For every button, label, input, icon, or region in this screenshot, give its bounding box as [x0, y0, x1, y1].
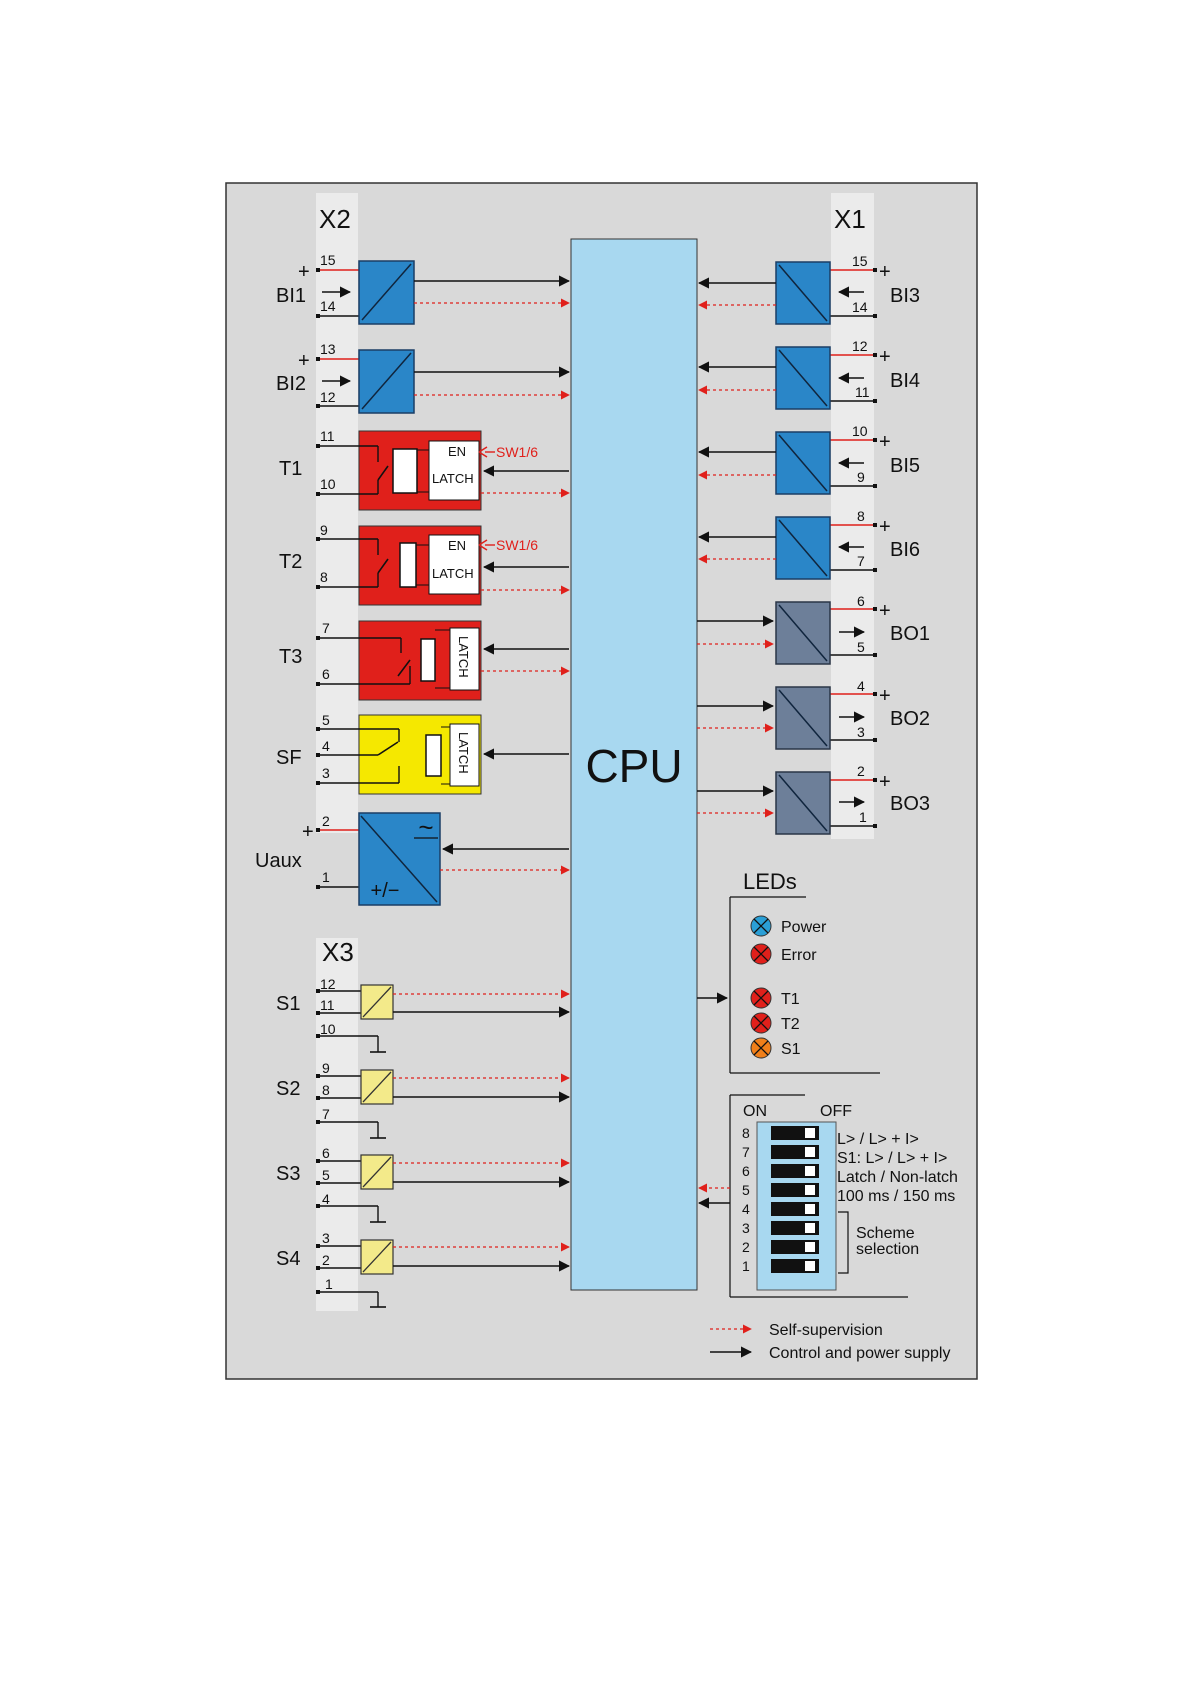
t3-latch-label: LATCH [456, 636, 471, 678]
sf-pin-5: 5 [322, 712, 330, 728]
t2-switch-ref: SW1/6 [496, 537, 539, 553]
switch-desc-5: 100 ms / 150 ms [837, 1188, 956, 1205]
t2-label: T2 [279, 551, 303, 573]
cpu-label: CPU [585, 740, 683, 792]
led-error-label: Error [781, 947, 817, 964]
sf-label: SF [276, 747, 302, 769]
connector-x3-label: X3 [322, 937, 354, 967]
bi5-pin-bottom: 9 [857, 469, 865, 485]
t2-pin-bottom: 8 [320, 569, 328, 585]
switch-desc-6: Latch / Non-latch [837, 1169, 958, 1186]
scheme-label-2: selection [856, 1241, 920, 1258]
dip-switch-knob[interactable] [805, 1166, 815, 1176]
bo1-pin-bottom: 5 [857, 639, 865, 655]
t1-latch-label: LATCH [432, 471, 474, 486]
led-error [751, 944, 817, 964]
t2-latch-label: LATCH [432, 566, 474, 581]
bi6-plus-sign: + [879, 516, 891, 538]
led-t1-label: T1 [781, 991, 800, 1008]
bi1-pin-top: 15 [320, 252, 336, 268]
x2-terminal-strip [316, 193, 358, 833]
legend-control: Control and power supply [769, 1345, 951, 1362]
t1-label: T1 [279, 458, 303, 480]
bo1-label: BO1 [890, 623, 931, 645]
legend-self-supervision: Self-supervision [769, 1322, 883, 1339]
bi6-pin-bottom: 7 [857, 553, 865, 569]
bo2-plus-sign: + [879, 685, 891, 707]
uaux-pin-bottom: 1 [322, 869, 330, 885]
s1-pin-12: 12 [320, 976, 336, 992]
dip-switch-knob[interactable] [805, 1223, 815, 1233]
s2-pin-7: 7 [322, 1106, 330, 1122]
bo2-label: BO2 [890, 708, 931, 730]
bo3-pin-bottom: 1 [859, 809, 867, 825]
dip-switch-number: 1 [742, 1258, 750, 1274]
connector-x2-label: X2 [319, 204, 351, 234]
dip-switch-knob[interactable] [805, 1128, 815, 1138]
bi3-label: BI3 [890, 285, 921, 307]
leds-title: LEDs [743, 869, 797, 894]
bi2-label: BI2 [276, 373, 307, 395]
bi4-plus-sign: + [879, 346, 891, 368]
scheme-label-1: Scheme [856, 1225, 915, 1242]
s3-pin-4: 4 [322, 1191, 330, 1207]
s3-label: S3 [276, 1163, 301, 1185]
sf-latch-label: LATCH [456, 732, 471, 774]
bi3-pin-bottom: 14 [852, 299, 868, 315]
bi6-pin-top: 8 [857, 508, 865, 524]
s2-pin-8: 8 [322, 1082, 330, 1098]
t3-pin-top: 7 [322, 620, 330, 636]
bo1-pin-top: 6 [857, 593, 865, 609]
t3-pin-bottom: 6 [322, 666, 330, 682]
uaux-label: Uaux [255, 850, 302, 872]
connector-x1-label: X1 [834, 204, 866, 234]
bi4-label: BI4 [890, 370, 921, 392]
bi1-plus-sign: + [298, 261, 310, 283]
uaux-plus-sign: + [302, 821, 314, 843]
bo3-plus-sign: + [879, 771, 891, 793]
bo2-pin-bottom: 3 [857, 724, 865, 740]
s4-pin-3: 3 [322, 1230, 330, 1246]
dip-switch-number: 5 [742, 1182, 750, 1198]
bi2-plus-sign: + [298, 350, 310, 372]
bi1-label: BI1 [276, 285, 307, 307]
dip-switch-knob[interactable] [805, 1185, 815, 1195]
s4-label: S4 [276, 1248, 301, 1270]
bi6-label: BI6 [890, 539, 921, 561]
t2-pin-top: 9 [320, 522, 328, 538]
t1-switch-ref: SW1/6 [496, 444, 539, 460]
bi5-pin-top: 10 [852, 423, 868, 439]
led-s1-label: S1 [781, 1041, 801, 1058]
bi5-label: BI5 [890, 455, 921, 477]
dip-switch-number: 4 [742, 1201, 750, 1217]
t2-en-label: EN [448, 538, 467, 553]
dip-switch-number: 2 [742, 1239, 750, 1255]
led-power-label: Power [781, 919, 827, 936]
switch-desc-7: S1: L> / L> + I> [837, 1150, 948, 1167]
sf-pin-3: 3 [322, 765, 330, 781]
dc-symbol: +/− [370, 880, 400, 902]
ac-symbol: ~ [418, 812, 434, 842]
dip-switch-number: 3 [742, 1220, 750, 1236]
s1-label: S1 [276, 993, 301, 1015]
bi4-pin-bottom: 11 [855, 384, 870, 400]
t1-pin-top: 11 [320, 428, 335, 444]
uaux-pin-top: 2 [322, 813, 330, 829]
dip-switch-knob[interactable] [805, 1242, 815, 1252]
switch-off-label: OFF [820, 1103, 852, 1120]
s3-pin-6: 6 [322, 1145, 330, 1161]
s1-pin-11: 11 [320, 997, 335, 1013]
dip-switch-knob[interactable] [805, 1147, 815, 1157]
bo1-plus-sign: + [879, 600, 891, 622]
bi4-pin-top: 12 [852, 338, 868, 354]
dip-switch-number: 7 [742, 1144, 750, 1160]
led-t2-label: T2 [781, 1016, 800, 1033]
t3-label: T3 [279, 646, 303, 668]
t1-en-label: EN [448, 444, 467, 459]
bi2-pin-bottom: 12 [320, 389, 336, 405]
dip-switch-number: 8 [742, 1125, 750, 1141]
bo3-label: BO3 [890, 793, 931, 815]
bi2-pin-top: 13 [320, 341, 336, 357]
dip-switch-knob[interactable] [805, 1204, 815, 1214]
dip-switch-knob[interactable] [805, 1261, 815, 1271]
s2-label: S2 [276, 1078, 301, 1100]
s1-pin-10: 10 [320, 1021, 336, 1037]
s4-pin-1: 1 [325, 1276, 333, 1292]
led-power [751, 916, 827, 936]
bi3-plus-sign: + [879, 261, 891, 283]
bo2-pin-top: 4 [857, 678, 865, 694]
bo3-pin-top: 2 [857, 763, 865, 779]
s2-pin-9: 9 [322, 1060, 330, 1076]
bi3-pin-top: 15 [852, 253, 868, 269]
switch-desc-8: L> / L> + I> [837, 1131, 919, 1148]
bi1-pin-bottom: 14 [320, 298, 336, 314]
s3-pin-5: 5 [322, 1167, 330, 1183]
sf-pin-4: 4 [322, 738, 330, 754]
bi5-plus-sign: + [879, 431, 891, 453]
s4-pin-2: 2 [322, 1252, 330, 1268]
x1-terminal-strip [831, 193, 874, 839]
switch-on-label: ON [743, 1103, 767, 1120]
dip-switch-number: 6 [742, 1163, 750, 1179]
t1-pin-bottom: 10 [320, 476, 336, 492]
